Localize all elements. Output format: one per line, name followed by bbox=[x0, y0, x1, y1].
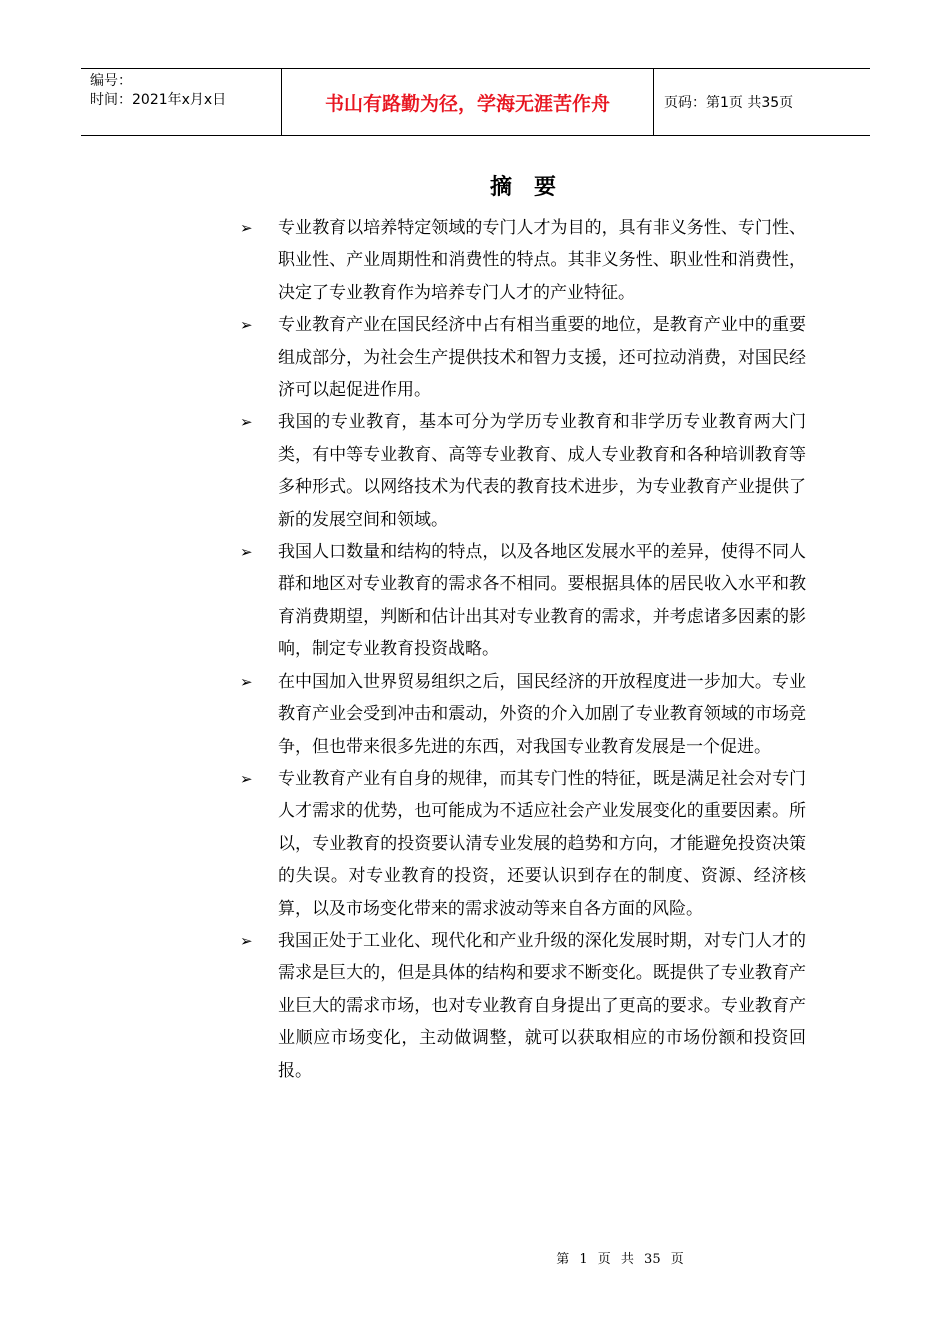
arrow-bullet-icon: ➢ bbox=[240, 769, 253, 788]
number-label: 编号： bbox=[90, 73, 132, 89]
list-item bbox=[240, 406, 820, 536]
list-item-text: 在中国加入世界贸易组织之后，国民经济的开放程度进一步加大。专业教育产业会受到冲击和震动，外资的介入加剧了专业教育领域的市场竞争，但也带来很多先进的东西，对我国专业教育发展是一个促进。 bbox=[278, 671, 806, 757]
arrow-bullet-icon: ➢ bbox=[240, 931, 253, 950]
list-item bbox=[240, 666, 820, 763]
list-item bbox=[240, 212, 820, 309]
list-item bbox=[240, 925, 820, 1087]
page-footer: 第 1 页 共 35 页 bbox=[556, 1252, 684, 1267]
header-table bbox=[81, 68, 870, 136]
summary-list bbox=[240, 212, 820, 1087]
arrow-bullet-icon: ➢ bbox=[240, 543, 253, 562]
list-item-text: 我国正处于工业化、现代化和产业升级的深化发展时期，对专门人才的需求是巨大的，但是具体的结构和要求不断变化。既提供了专业教育产业巨大的需求市场，也对专业教育自身提出了更高的要求。专业教育产业顺应市场变化，主动做调整，就可以获取相应的市场份额和投资回报。 bbox=[278, 930, 806, 1081]
list-item-text: 我国人口数量和结构的特点，以及各地区发展水平的差异，使得不同人群和地区对专业教育的需求各不相同。要根据具体的居民收入水平和教育消费期望，判断和估计出其对专业教育的需求，并考虑诸多因素的影响，制定专业教育投资战略。 bbox=[278, 542, 806, 660]
list-item bbox=[240, 309, 820, 406]
list-item-text: 我国的专业教育，基本可分为学历专业教育和非学历专业教育两大门类，有中等专业教育、高等专业教育、成人专业教育和各种培训教育等多种形式。以网络技术为代表的教育技术进步，为专业教育产业提供了新的发展空间和领域。 bbox=[278, 412, 806, 530]
arrow-bullet-icon: ➢ bbox=[240, 413, 253, 432]
header-motto: 书山有路勤为径，学海无涯苦作舟 bbox=[282, 69, 654, 135]
list-item bbox=[240, 536, 820, 666]
arrow-bullet-icon: ➢ bbox=[240, 219, 253, 237]
header-meta bbox=[81, 69, 282, 135]
arrow-bullet-icon: ➢ bbox=[240, 672, 253, 691]
time-label: 时间：2021年x月x日 bbox=[90, 92, 227, 108]
page-title: 摘要 bbox=[489, 175, 578, 200]
header-page-info: 页码：第1页 共35页 bbox=[664, 95, 794, 111]
list-item-text: 专业教育产业在国民经济中占有相当重要的地位，是教育产业中的重要组成部分，为社会生产提供技术和智力支援，还可拉动消费，对国民经济可以起促进作用。 bbox=[278, 315, 806, 401]
list-item-text: 专业教育以培养特定领域的专门人才为目的，具有非义务性、专门性、职业性、产业周期性和消费性的特点。其非义务性、职业性和消费性，决定了专业教育作为培养专门人才的产业特征。 bbox=[278, 218, 806, 303]
arrow-bullet-icon: ➢ bbox=[240, 316, 253, 335]
list-item-text: 专业教育产业有自身的规律，而其专门性的特征，既是满足社会对专门人才需求的优势，也可能成为不适应社会产业发展变化的重要因素。所以，专业教育的投资要认清专业发展的趋势和方向，才能避免投资决策的失误。对专业教育的投资，还要认识到存在的制度、资源、经济核算，以及市场变化带来的需求波动等来自各方面的风险。 bbox=[278, 768, 806, 919]
list-item bbox=[240, 763, 820, 925]
